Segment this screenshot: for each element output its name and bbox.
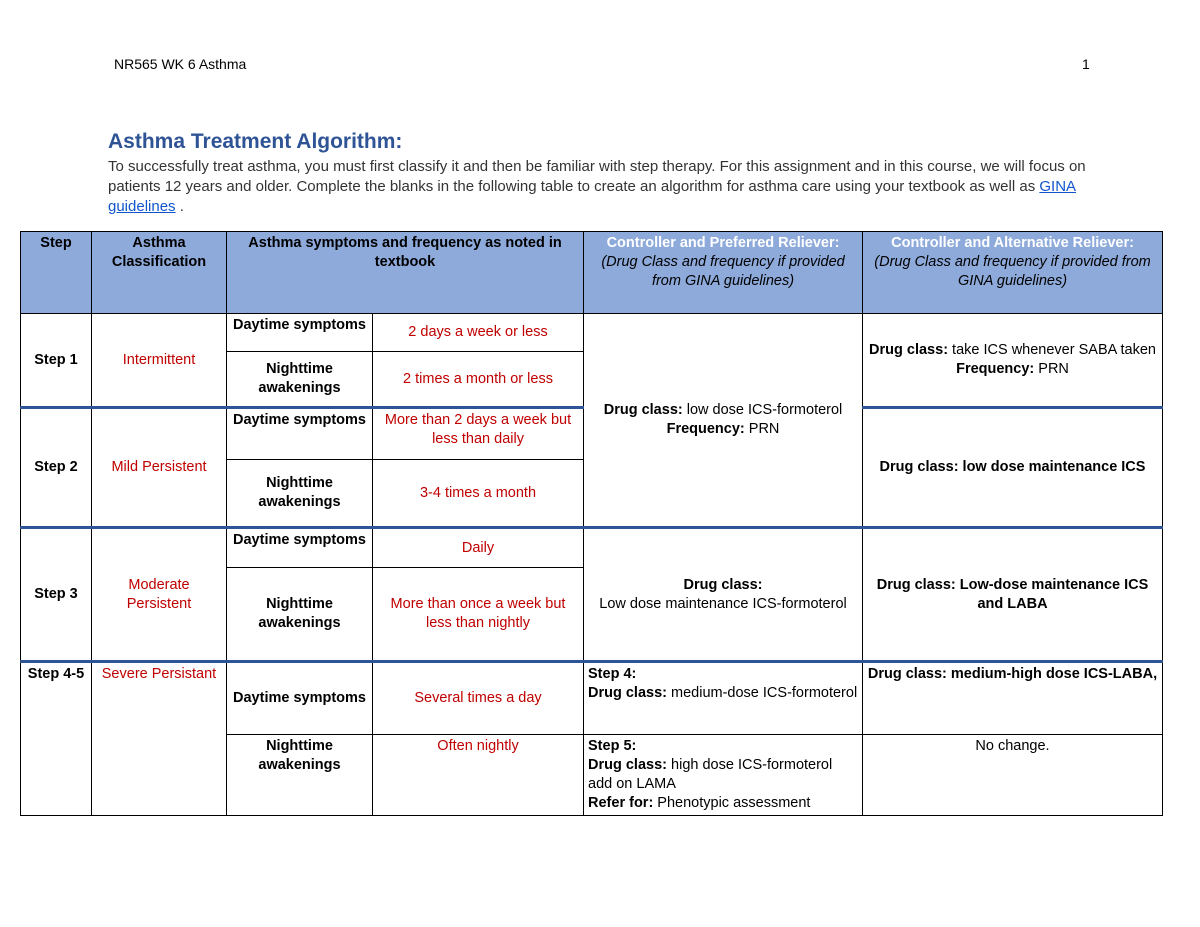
- step1-alternative-frequency: PRN: [1034, 361, 1069, 377]
- step2-nighttime-value: 3-4 times a month: [373, 460, 584, 528]
- step5-alternative-reliever: No change.: [863, 735, 1163, 816]
- step3-label: Step 3: [21, 528, 92, 662]
- step2-label: Step 2: [21, 408, 92, 528]
- intro-tail: .: [175, 198, 184, 215]
- header-preferred-reliever: [584, 232, 863, 314]
- header-preferred-title: Controller and Preferred Reliever:: [606, 235, 840, 251]
- drug-class-label: Drug class:: [588, 757, 667, 773]
- step45-nighttime-value: Often nightly: [373, 735, 584, 816]
- step5-preferred-reliever: [584, 735, 863, 816]
- page-title: Asthma Treatment Algorithm:: [108, 130, 403, 153]
- drug-class-label: Drug class:: [588, 685, 667, 701]
- step1-label: Step 1: [21, 314, 92, 408]
- step5-preferred-drug: high dose ICS-formoterol add on LAMA: [588, 757, 833, 792]
- step1-preferred-frequency: PRN: [744, 421, 780, 437]
- frequency-label: Frequency:: [956, 361, 1035, 377]
- step1-classification: Intermittent: [92, 314, 227, 408]
- step1-daytime-value: 2 days a week or less: [373, 314, 584, 352]
- drug-class-label: Drug class:: [683, 576, 763, 593]
- step4-preferred-drug: medium-dose ICS-formoterol: [667, 685, 858, 701]
- step1-alternative-reliever: [863, 314, 1163, 408]
- frequency-label: Frequency:: [666, 421, 745, 437]
- step2-daytime-value: More than 2 days a week but less than daily: [373, 408, 584, 460]
- step1-preferred-drug: low dose ICS-formoterol: [682, 402, 843, 418]
- step2-alternative-reliever: Drug class: low dose maintenance ICS: [863, 408, 1163, 528]
- step3-daytime-value: Daily: [373, 528, 584, 568]
- step3-classification: Moderate Persistent: [92, 528, 227, 662]
- step45-label: Step 4-5: [21, 662, 92, 816]
- intro-paragraph: [108, 157, 1098, 217]
- step4-preferred-reliever: [584, 662, 863, 735]
- header-step: Step: [21, 232, 92, 314]
- step2-nighttime-label: Nighttime awakenings: [227, 460, 373, 528]
- step3-nighttime-value: More than once a week but less than nightly: [373, 568, 584, 662]
- step3-preferred-drug: Low dose maintenance ICS-formoterol: [599, 595, 847, 612]
- step5-refer-value: Phenotypic assessment: [653, 795, 811, 811]
- drug-class-label: Drug class:: [603, 402, 683, 418]
- header-preferred-subtitle: (Drug Class and frequency if provided from GINA guidelines): [601, 254, 845, 289]
- step2-daytime-label: Daytime symptoms: [227, 408, 373, 460]
- step1-2-preferred-reliever: [584, 314, 863, 528]
- step5-label: Step 5:: [588, 738, 637, 754]
- step2-classification: Mild Persistent: [92, 408, 227, 528]
- table-header-row: [21, 232, 1163, 314]
- header-symptoms: Asthma symptoms and frequency as noted in textbook: [227, 232, 584, 314]
- step3-nighttime-label: Nighttime awakenings: [227, 568, 373, 662]
- refer-for-label: Refer for:: [588, 795, 654, 811]
- header-alternative-title: Controller and Alternative Reliever:: [891, 235, 1134, 251]
- step4-alternative-reliever: Drug class: medium-high dose ICS-LABA,: [863, 662, 1163, 735]
- step45-nighttime-label: Nighttime awakenings: [227, 735, 373, 816]
- document-header-title: NR565 WK 6 Asthma: [114, 56, 247, 72]
- header-classification: Asthma Classification: [92, 232, 227, 314]
- drug-class-label: Drug class:: [869, 342, 949, 358]
- asthma-algorithm-table: [20, 231, 1163, 816]
- step3-preferred-reliever: [584, 528, 863, 662]
- step4-label: Step 4:: [588, 666, 637, 682]
- step1-daytime-label: Daytime symptoms: [227, 314, 373, 352]
- table-row: [21, 528, 1163, 568]
- gina-guidelines-link[interactable]: GINA guidelines: [108, 178, 1077, 215]
- step3-alternative-reliever: Drug class: Low-dose maintenance ICS and LABA: [863, 528, 1163, 662]
- step1-nighttime-value: 2 times a month or less: [373, 352, 584, 408]
- step45-classification: Severe Persistant: [92, 662, 227, 816]
- step45-daytime-value: Several times a day: [373, 662, 584, 735]
- step3-daytime-label: Daytime symptoms: [227, 528, 373, 568]
- intro-text: To successfully treat asthma, you must first classify it and then be familiar with step therapy. For this assignment and in this course, we will focus on patients 12 years and older. Complete the blanks in the following table to create an algorithm for asthma care using your textbook as well as: [108, 158, 1086, 195]
- header-alternative-reliever: [863, 232, 1163, 314]
- step1-nighttime-label: Nighttime awakenings: [227, 352, 373, 408]
- step45-daytime-label: Daytime symptoms: [227, 662, 373, 735]
- header-alternative-subtitle: (Drug Class and frequency if provided from GINA guidelines): [874, 254, 1151, 289]
- table-row: [21, 662, 1163, 735]
- step1-alternative-drug: take ICS whenever SABA taken: [948, 342, 1156, 358]
- table-row: [21, 314, 1163, 352]
- page-number: 1: [1082, 56, 1090, 72]
